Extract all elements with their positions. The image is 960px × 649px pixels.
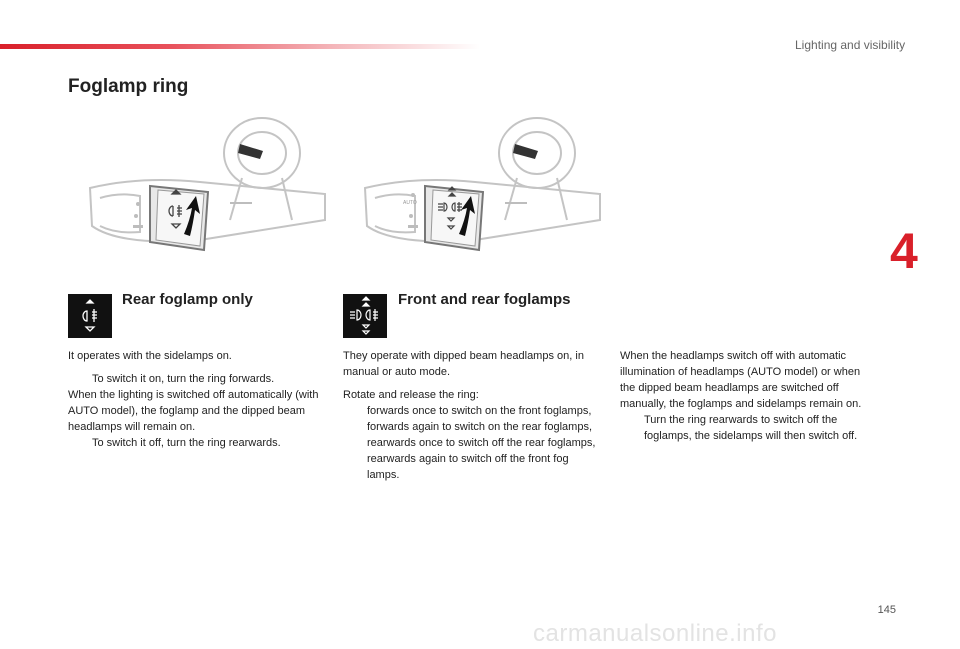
rear-intro: It operates with the sidelamps on. bbox=[68, 350, 232, 362]
list-item: To switch it on, turn the ring forwards. bbox=[68, 371, 326, 387]
page-title: Foglamp ring bbox=[68, 76, 189, 97]
rear-foglamp-text bbox=[68, 348, 326, 451]
section-title: Lighting and visibility bbox=[795, 38, 906, 52]
bullet-marker bbox=[343, 435, 367, 451]
front-rear-lead: Rotate and release the ring: bbox=[343, 389, 479, 401]
rear-note: When the lighting is switched off automatically (with AUTO model), the foglamp and the dipped beam headlamps will remain on. bbox=[68, 389, 319, 433]
foglamp-ring bbox=[150, 186, 208, 250]
watermark: carmanualsonline.info bbox=[533, 620, 777, 647]
bullet-marker bbox=[620, 412, 644, 444]
bullet-marker bbox=[68, 435, 92, 451]
auto-label: AUTO bbox=[403, 200, 417, 206]
rear-foglamp-icon bbox=[68, 294, 112, 338]
stalk-illustration-front-rear bbox=[355, 108, 605, 258]
list-item: rearwards once to switch off the rear foglamps, bbox=[343, 435, 601, 451]
list-item: forwards again to switch on the rear foglamps, bbox=[343, 419, 601, 435]
auto-switch-off-text bbox=[620, 348, 876, 444]
stalk-illustration-rear bbox=[80, 108, 330, 258]
subheading-front-rear-foglamps: Front and rear foglamps bbox=[398, 291, 571, 308]
front-rear-text bbox=[343, 348, 601, 483]
bullet-marker bbox=[343, 403, 367, 419]
chapter-number: 4 bbox=[890, 223, 918, 279]
auto-note: When the headlamps switch off with automatic illumination of headlamps (AUTO model) or when the dipped beam headlamps are switched off manually, the foglamps and sidelamps remain on. bbox=[620, 350, 862, 410]
list-item: forwards once to switch on the front foglamps, bbox=[343, 403, 601, 419]
front-rear-foglamp-icon bbox=[343, 294, 387, 338]
list-item: Turn the ring rearwards to switch off the foglamps, the sidelamps will then switch off. bbox=[620, 412, 876, 444]
list-item: To switch it off, turn the ring rearwards. bbox=[68, 435, 326, 451]
page-number: 145 bbox=[877, 604, 896, 616]
subheading-rear-foglamp: Rear foglamp only bbox=[122, 291, 253, 308]
list-item: rearwards again to switch off the front fog lamps. bbox=[343, 451, 601, 483]
accent-bar bbox=[0, 44, 480, 49]
front-rear-intro: They operate with dipped beam headlamps on, in manual or auto mode. bbox=[343, 350, 584, 378]
bullet-marker bbox=[343, 419, 367, 435]
bullet-marker bbox=[68, 371, 92, 387]
bullet-marker bbox=[343, 451, 367, 483]
